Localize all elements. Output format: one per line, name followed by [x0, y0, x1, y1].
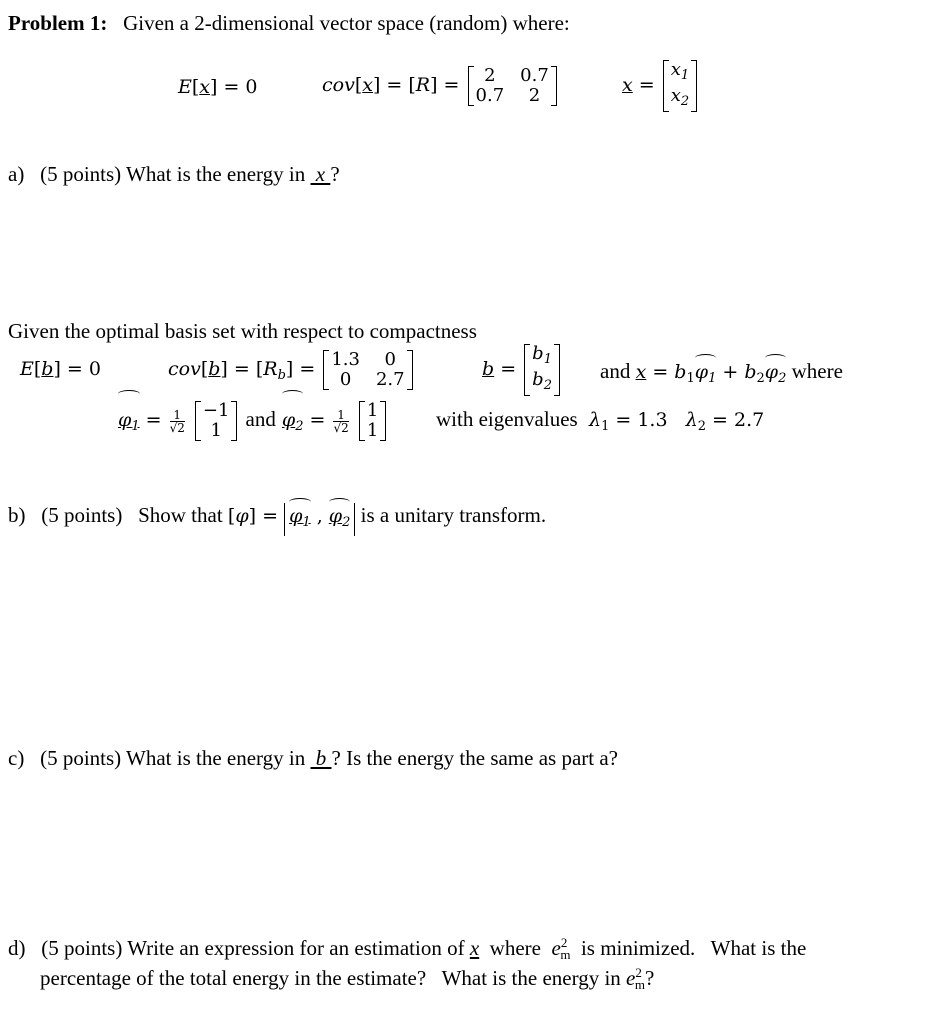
x-expansion: and $x = b_1\varphi_1 + b_2\varphi_2$ where — [600, 358, 843, 392]
problem-intro: Given a 2-dimensional vector space (random) where: — [123, 11, 570, 35]
vector-cell: 1 — [210, 420, 222, 441]
expectation-b: E[b] = 0 — [20, 358, 101, 380]
part-c-points: (5 points) — [40, 746, 122, 770]
matrix-cell: 0.7 — [520, 65, 549, 86]
frac-1-sqrt2: $\frac{1}{√2}$ — [333, 407, 349, 435]
frac-1-sqrt2: $\frac{1}{√2}$ — [169, 407, 185, 435]
problem-header — [8, 10, 570, 36]
matrix-cell: 0 — [339, 369, 352, 390]
part-d-label: d) — [8, 936, 26, 960]
matrix-cell: 2 — [484, 65, 496, 86]
and-text: and — [600, 359, 631, 383]
matrix-cell: 1.3 — [331, 349, 360, 370]
part-b-text2: is a unitary transform. — [360, 503, 547, 527]
problem-title: Problem 1: — [8, 11, 108, 35]
part-a-points: (5 points) — [40, 162, 122, 186]
vector-cell: 1 — [366, 400, 379, 421]
covariance-matrix-R — [468, 66, 557, 106]
phi2-vector — [359, 401, 386, 441]
part-b-points: (5 points) — [41, 503, 123, 527]
b-vector: $b_1$ $b_2$ — [524, 344, 560, 396]
part-d-line1: d) (5 points) Write an expression for an estimation of x where $e^2_m$ is minimized. What is the — [8, 935, 807, 962]
part-a-label: a) — [8, 162, 25, 186]
part-c-label: c) — [8, 746, 25, 770]
matrix-cell: 2 — [528, 85, 541, 106]
matrix-cell: 2.7 — [375, 369, 405, 390]
part-b: b) (5 points) Show that $[\varphi] = \varphi_1$ , $\varphi_2$ is a unitary transform. — [8, 502, 546, 536]
part-b-label: b) — [8, 503, 26, 527]
given2-intro: Given the optimal basis set with respect to compactness — [8, 319, 477, 343]
vector-cell: 1 — [366, 420, 379, 441]
part-d-line2: percentage of the total energy in the estimate? What is the energy in $e^2_m$? — [40, 965, 655, 992]
part-a: a) (5 points) What is the energy in x ? — [8, 162, 340, 186]
phi1-vector — [195, 401, 238, 441]
part-b-text1: Show that — [138, 503, 223, 527]
and-text-2: and — [245, 407, 276, 431]
expectation-x: E[x] = 0 — [178, 76, 258, 98]
matrix-cell: 0 — [384, 349, 396, 370]
covariance-matrix-Rb — [323, 350, 412, 390]
x-vector: $x_1$ $x_2$ — [663, 60, 697, 112]
part-c: c) (5 points) What is the energy in b ? Is the energy the same as part a? — [8, 746, 618, 770]
eig-text: with eigenvalues — [436, 407, 578, 431]
where-text: where — [791, 359, 843, 383]
part-d-points: (5 points) — [41, 936, 123, 960]
b-vector-def: b = $b_1$ $b_2$ — [482, 344, 562, 396]
vector-cell: −1 — [202, 400, 230, 421]
x-vector-def: x = $x_1$ $x_2$ — [622, 60, 699, 112]
basis-vectors: $\varphi_1$ = $\frac{1}{√2}$ −1 1 and $\varphi_2$ = $\frac{1}{√2}$ 1 1 — [118, 394, 388, 452]
eigenvalues: with eigenvalues $\lambda_1 = 1.3$ $\lambda_2 = 2.7$ — [436, 407, 765, 434]
cov-x-equation: cov[x] = [R] = 2 0.7 0.7 2 — [322, 60, 559, 110]
matrix-cell: 0.7 — [475, 85, 505, 106]
cov-b-equation: $cov[b] = [R_b]$ = 1.3 0 0 2.7 — [168, 344, 415, 401]
